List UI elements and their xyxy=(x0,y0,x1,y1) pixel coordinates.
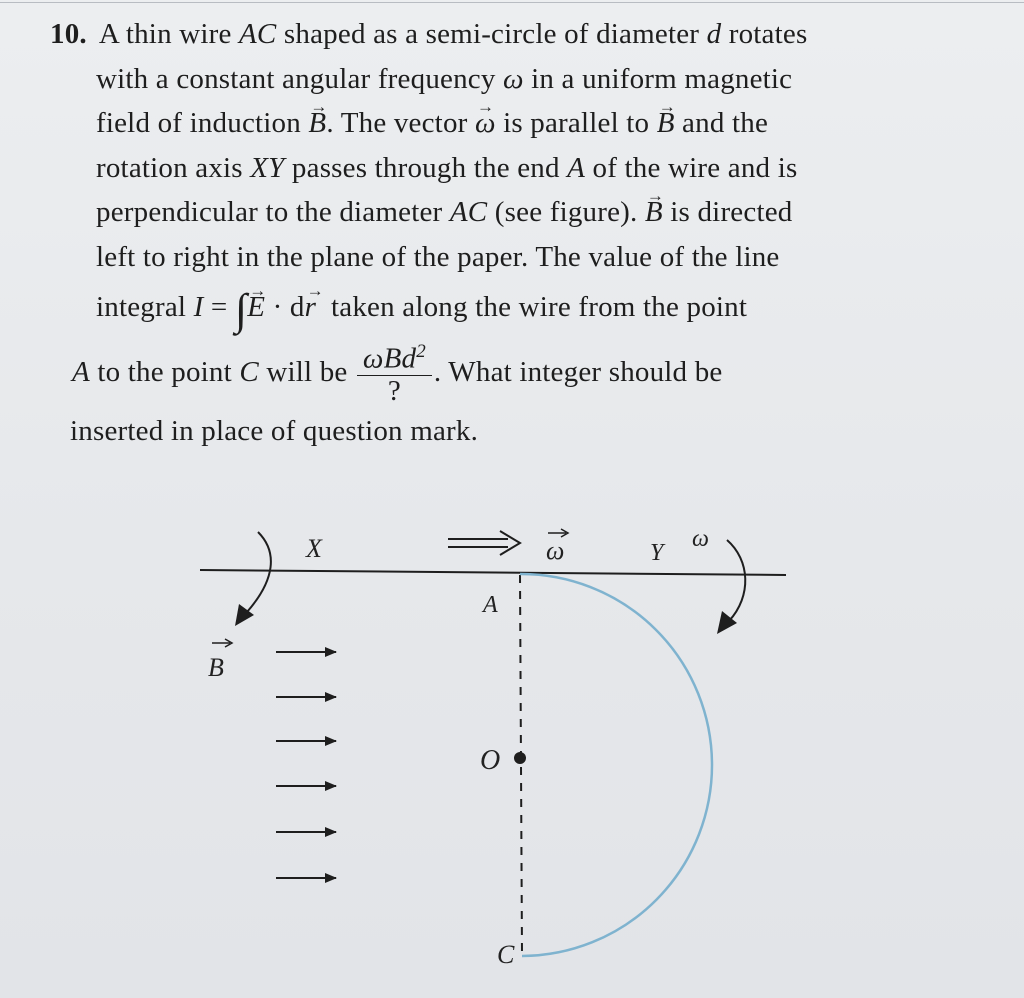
vector-e: → E xyxy=(247,279,265,335)
rotation-arrow-left-icon xyxy=(235,532,271,626)
semicircle-wire xyxy=(520,574,712,956)
problem-line-5: perpendicular to the diameter AC (see figure). → B is directed xyxy=(50,190,980,235)
rotation-arrow-right-icon xyxy=(717,540,745,634)
rotation-axis-line xyxy=(200,570,786,575)
fraction-exponent: 2 xyxy=(416,340,426,362)
problem-line-2: with a constant angular frequency ω in a uniform magnetic xyxy=(96,62,793,95)
fraction-denominator: ? xyxy=(387,375,401,408)
problem-line-4: rotation axis XY passes through the end A of the wire and is xyxy=(96,151,798,184)
problem-line-6: left to right in the plane of the paper. The value of the line xyxy=(96,240,780,273)
omega-double-arrow xyxy=(448,531,520,555)
label-c: C xyxy=(497,940,515,969)
problem-line-3: field of induction → B. The vector → ω is parallel to → B and the xyxy=(50,101,980,146)
center-point-o xyxy=(514,752,526,764)
label-omega-vector: ω xyxy=(546,536,565,565)
fraction-numerator: ωBd xyxy=(362,342,417,375)
vector-omega: → ω xyxy=(475,101,496,146)
diameter-ac-dashed xyxy=(520,575,522,955)
label-omega-rotation: ω xyxy=(692,526,709,552)
label-a: A xyxy=(483,592,498,618)
label-o: O xyxy=(480,745,501,776)
problem-line-7: integral I = ∫→ E · d→ r taken along the wire from the point xyxy=(50,279,980,335)
vector-b: → B xyxy=(308,101,326,146)
vector-b: → B xyxy=(657,101,675,146)
b-vector-bar xyxy=(212,639,232,647)
problem-line-9: inserted in place of question mark. xyxy=(70,415,479,447)
label-b: B xyxy=(208,653,224,682)
magnetic-field-arrows xyxy=(276,652,336,878)
label-y: Y xyxy=(650,540,664,566)
integral-sign: ∫ xyxy=(234,285,248,334)
vector-r: → r xyxy=(305,279,317,335)
vector-b: → B xyxy=(645,190,663,235)
problem-line-1: 10. A thin wire AC shaped as a semi-circle of diameter d rotates xyxy=(50,18,808,50)
problem-line-8: A to the point C will be $\frac{\omega Bd^2}{?}$ . What integer should be xyxy=(50,335,980,409)
question-number: 10. xyxy=(50,18,87,50)
label-x: X xyxy=(306,534,322,563)
